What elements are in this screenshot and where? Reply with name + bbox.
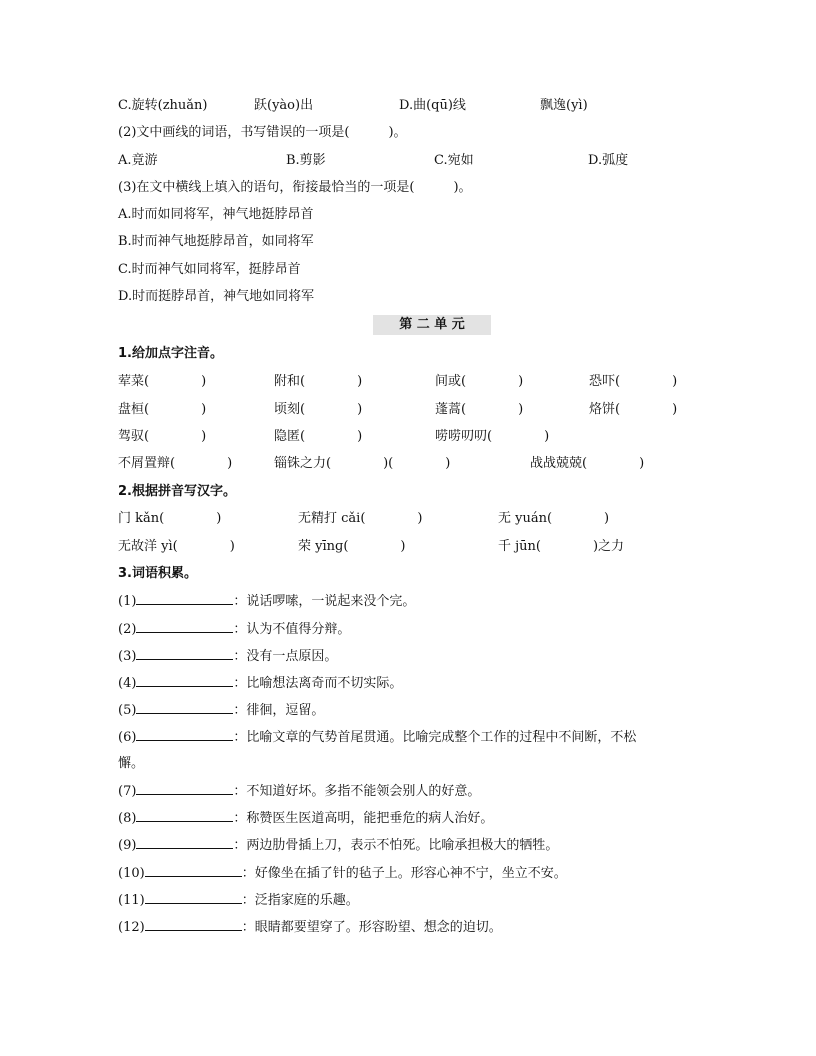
q3-option-d: D.时而挺脖昂首，神气地如同将军	[118, 289, 315, 304]
s2-item: 门 kǎn( )	[118, 511, 222, 526]
s1-item: 唠唠叨叨( )	[435, 429, 550, 444]
section-2-title: 2.根据拼音写汉字。	[118, 484, 236, 499]
idiom-item	[118, 620, 350, 638]
answer-blank[interactable]	[136, 809, 233, 822]
idiom-definition: ：两边肋骨插上刀，表示不怕死。比喻承担极大的牺牲。	[233, 838, 559, 853]
idiom-definition: ：徘徊，逗留。	[233, 703, 325, 718]
idiom-item	[118, 809, 493, 827]
idiom-number: (1)	[118, 594, 137, 609]
idiom-definition: ：认为不值得分辩。	[233, 622, 351, 637]
idiom-item	[118, 782, 480, 800]
s1-item: 间或( )	[435, 374, 524, 389]
s1-item: 盘桓( )	[118, 402, 207, 417]
idiom-number: (8)	[118, 811, 137, 826]
q2-option-b: B.剪影	[286, 153, 326, 168]
idiom-definition: ：眼睛都要望穿了。形容盼望、想念的迫切。	[241, 920, 502, 935]
idiom-definition-continued: 懈。	[118, 756, 145, 771]
option-d-right: 飘逸(yì)	[540, 98, 588, 113]
idiom-item	[118, 674, 402, 692]
idiom-definition: ：说话啰嗦，一说起来没个完。	[233, 594, 416, 609]
idiom-number: (7)	[118, 784, 137, 799]
section-3-title: 3.词语积累。	[118, 566, 197, 581]
idiom-number: (3)	[118, 649, 137, 664]
q2-option-c: C.宛如	[434, 153, 474, 168]
q3-option-a: A.时而如同将军，神气地挺脖昂首	[118, 207, 314, 222]
q3-stem: (3)在文中横线上填入的语句，衔接最恰当的一项是( )。	[118, 180, 472, 195]
idiom-number: (10)	[118, 866, 145, 881]
s2-item: 荣 yīnɡ( )	[298, 539, 406, 554]
idiom-item	[118, 592, 415, 610]
s2-item: 千 jūn( )之力	[498, 539, 625, 554]
s1-item: 顷刻( )	[274, 402, 363, 417]
answer-blank[interactable]	[136, 701, 233, 714]
s1-item: 驾驭( )	[118, 429, 207, 444]
idiom-number: (2)	[118, 622, 137, 637]
q2-stem: (2)文中画线的词语，书写错误的一项是( )。	[118, 125, 407, 140]
idiom-item	[118, 864, 567, 882]
s1-item: 蓬蒿( )	[435, 402, 524, 417]
idiom-item	[118, 918, 502, 936]
unit-title: 第 二 单 元	[373, 315, 491, 335]
idiom-item	[118, 891, 359, 909]
idiom-number: (4)	[118, 676, 137, 691]
s1-item: 不屑置辩( )	[118, 456, 233, 471]
s1-item: 荤菜( )	[118, 374, 207, 389]
s2-item: 无故洋 yì( )	[118, 539, 235, 554]
idiom-number: (6)	[118, 730, 137, 745]
option-d-left: D.曲(qū)线	[399, 98, 466, 113]
idiom-number: (11)	[118, 893, 145, 908]
q2-option-a: A.竟游	[118, 153, 158, 168]
answer-blank[interactable]	[136, 592, 233, 605]
answer-blank[interactable]	[145, 864, 242, 877]
option-c-left: C.旋转(zhuǎn)	[118, 98, 208, 113]
s1-item: 战战兢兢( )	[530, 456, 645, 471]
idiom-number: (5)	[118, 703, 137, 718]
idiom-item	[118, 647, 337, 665]
idiom-number: (12)	[118, 920, 145, 935]
idiom-definition: ：比喻文章的气势首尾贯通。比喻完成整个工作的过程中不间断，不松	[233, 730, 637, 745]
option-c-right: 跃(yào)出	[254, 98, 314, 113]
s1-item: 隐匿( )	[274, 429, 363, 444]
idiom-definition: ：好像坐在插了针的毡子上。形容心神不宁，坐立不安。	[241, 866, 567, 881]
q3-option-c: C.时而神气如同将军，挺脖昂首	[118, 262, 301, 277]
q3-option-b: B.时而神气地挺脖昂首，如同将军	[118, 234, 314, 249]
q2-option-d: D.弧度	[588, 153, 629, 168]
answer-blank[interactable]	[145, 918, 242, 931]
s1-item: 烙饼( )	[589, 402, 678, 417]
answer-blank[interactable]	[136, 836, 233, 849]
idiom-definition: ：泛指家庭的乐趣。	[241, 893, 359, 908]
s1-item: 附和( )	[274, 374, 363, 389]
answer-blank[interactable]	[136, 620, 233, 633]
answer-blank[interactable]	[136, 728, 233, 741]
s2-item: 无精打 cǎi( )	[298, 511, 423, 526]
section-1-title: 1.给加点字注音。	[118, 346, 223, 361]
answer-blank[interactable]	[136, 674, 233, 687]
idiom-item	[118, 701, 324, 719]
idiom-item	[118, 836, 558, 854]
answer-blank[interactable]	[136, 782, 233, 795]
answer-blank[interactable]	[136, 647, 233, 660]
s2-item: 无 yuán( )	[498, 511, 610, 526]
idiom-definition: ：没有一点原因。	[233, 649, 338, 664]
s1-item: 锱铢之力( )( )	[274, 456, 451, 471]
idiom-definition: ：比喻想法离奇而不切实际。	[233, 676, 403, 691]
idiom-item	[118, 728, 636, 746]
idiom-number: (9)	[118, 838, 137, 853]
s1-item: 恐吓( )	[589, 374, 678, 389]
answer-blank[interactable]	[145, 891, 242, 904]
idiom-definition: ：不知道好坏。多指不能领会别人的好意。	[233, 784, 481, 799]
idiom-definition: ：称赞医生医道高明，能把垂危的病人治好。	[233, 811, 494, 826]
